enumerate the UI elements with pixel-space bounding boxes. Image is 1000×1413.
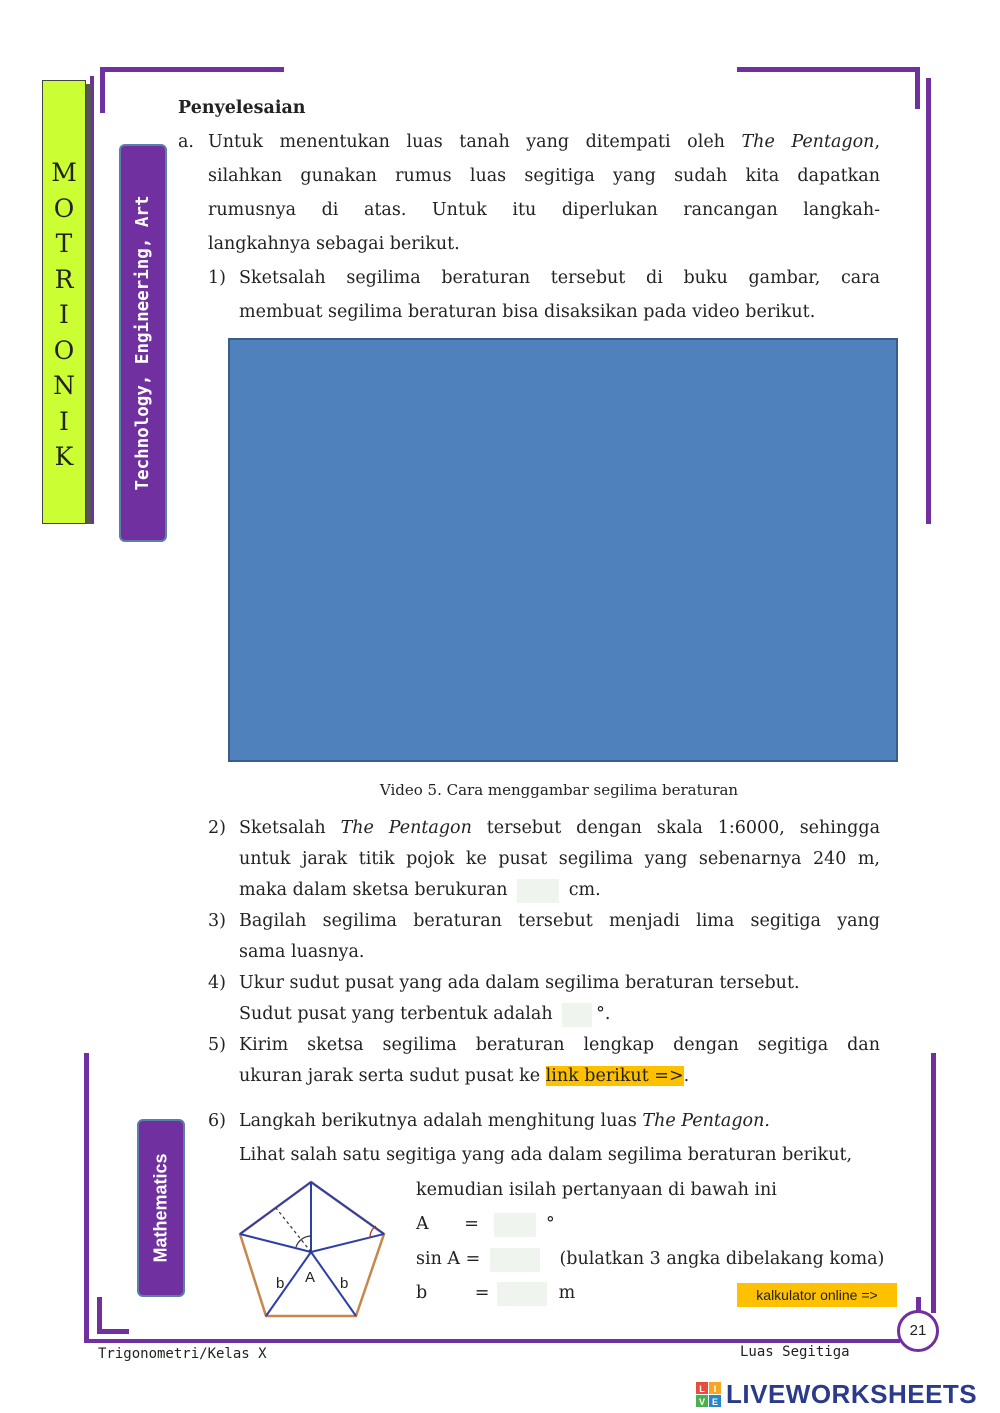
- motrionik-letter: K: [54, 442, 74, 471]
- motrionik-letter: O: [53, 335, 75, 365]
- footer-right: Luas Segitiga: [740, 1344, 850, 1360]
- row-sin-note: (bulatkan 3 angka dibelakang koma): [559, 1249, 885, 1269]
- calculator-button[interactable]: kalkulator online =>: [737, 1283, 897, 1307]
- step4-line2-post: °.: [596, 1004, 611, 1024]
- frame-right-vertical-bottom: [931, 1053, 936, 1313]
- tab-technology-label: Technology, Engineering, Art: [133, 195, 153, 491]
- diagram-label-a: A: [305, 1269, 316, 1286]
- frame-top-right-horizontal: [737, 67, 920, 72]
- diagram-label-b-left: b: [276, 1275, 285, 1292]
- step1-line2: membuat segilima beraturan bisa disaksikan pada video berikut.: [239, 302, 816, 322]
- radius-line: [240, 1234, 311, 1252]
- step5-line2-pre: ukuran jarak serta sudut pusat ke: [239, 1066, 546, 1086]
- pentagon-italic: The Pentagon: [741, 132, 875, 152]
- answer-row-sin: [416, 1242, 884, 1276]
- footer-left: Trigonometri/Kelas X: [98, 1346, 267, 1362]
- frame-left-vertical-bottom: [84, 1053, 89, 1343]
- step4-line1: Ukur sudut pusat yang ada dalam segilima beraturan tersebut.: [239, 973, 800, 993]
- diagram-label-b-right: b: [340, 1275, 349, 1292]
- motrionik-letters: [42, 155, 86, 475]
- liveworksheets-wordmark: LIVEWORKSHEETS: [726, 1379, 978, 1409]
- frame-bottom-left-horizontal-long: [84, 1339, 900, 1343]
- edge-line: [240, 1182, 311, 1234]
- angle-a-input[interactable]: [494, 1213, 536, 1237]
- step4-line2: [239, 999, 611, 1030]
- side-b-input[interactable]: [497, 1282, 547, 1306]
- item-a-line1-pre: Untuk menentukan luas tanah yang ditempati oleh: [208, 132, 742, 152]
- row-a-unit: °: [546, 1214, 555, 1234]
- step2-line2: untuk jarak titik pojok ke pusat segilima yang sebenarnya 240 m,: [239, 849, 880, 869]
- step4-number: 4): [208, 973, 226, 993]
- frame-bottom-left-horizontal: [97, 1329, 129, 1334]
- step2-line3-pre: maka dalam sketsa berukuran: [239, 880, 508, 900]
- item-a-label: a.: [178, 132, 194, 152]
- badge-letter: I: [713, 1384, 717, 1394]
- tab-mathematics: [137, 1119, 185, 1297]
- liveworksheets-badge-icon: [696, 1382, 722, 1408]
- step6-line3: kemudian isilah pertanyaan di bawah ini: [416, 1180, 777, 1200]
- step5-line1: Kirim sketsa segilima beraturan lengkap dengan segitiga dan: [239, 1035, 880, 1055]
- motrionik-letter: T: [55, 229, 73, 258]
- frame-top-right-vertical-short: [915, 67, 920, 109]
- sin-a-input[interactable]: [490, 1248, 540, 1272]
- pentagon-italic: The Pentagon.: [642, 1111, 770, 1131]
- video-player[interactable]: [228, 338, 898, 762]
- row-b-unit: m: [558, 1283, 576, 1303]
- frame-right-vertical-top: [926, 78, 931, 524]
- motrionik-sidebar-shadow: [86, 84, 91, 524]
- liveworksheets-logo[interactable]: [696, 1378, 996, 1410]
- radius-line: [311, 1234, 384, 1252]
- row-a-eq: =: [464, 1214, 479, 1234]
- sketch-size-input[interactable]: [517, 879, 559, 903]
- frame-left-vertical-top: [100, 67, 105, 113]
- edge-line: [311, 1182, 384, 1234]
- item-a-line1: [208, 125, 880, 159]
- section-heading: Penyelesaian: [178, 98, 306, 118]
- tab-mathematics-label: Mathematics: [150, 1153, 171, 1263]
- motrionik-letter: O: [53, 193, 75, 223]
- step6-line1-pre: Langkah berikutnya adalah menghitung luas: [239, 1111, 643, 1131]
- step6-line1: [239, 1104, 770, 1138]
- step4-line2-pre: Sudut pusat yang terbentuk adalah: [239, 1004, 553, 1024]
- item-a-line3: rumusnya di atas. Untuk itu diperlukan rancangan langkah-: [208, 200, 880, 220]
- motrionik-letter: M: [51, 158, 77, 187]
- step5-line2-post: .: [683, 1066, 690, 1086]
- step3-number: 3): [208, 911, 226, 931]
- step2-line1-post: tersebut dengan skala 1:6000, sehingga: [471, 818, 881, 838]
- step2-line3-post: cm.: [568, 880, 601, 900]
- answer-row-b: [416, 1276, 575, 1310]
- badge-letter: E: [711, 1397, 719, 1407]
- motrionik-letter: R: [54, 264, 74, 294]
- motrionik-letter: N: [53, 371, 75, 400]
- step2-line1-pre: Sketsalah: [239, 818, 341, 838]
- radius-line: [311, 1252, 356, 1316]
- item-a-line1-post: ,: [874, 132, 881, 152]
- pentagon-diagram: [236, 1176, 392, 1324]
- frame-top-left-horizontal: [100, 67, 284, 72]
- step2-line1: [239, 813, 880, 844]
- motrionik-letter: I: [59, 406, 69, 436]
- step3-line1: Bagilah segilima beraturan tersebut menjadi lima segitiga yang: [239, 911, 880, 931]
- badge-letter: L: [699, 1384, 705, 1394]
- row-b-label: b: [416, 1283, 428, 1303]
- submit-link[interactable]: link berikut =>: [545, 1066, 684, 1086]
- answer-row-a: [416, 1207, 555, 1241]
- row-sin-label: sin A =: [416, 1249, 481, 1269]
- pentagon-italic: The Pentagon: [340, 818, 472, 838]
- step2-line3: [239, 875, 601, 906]
- motrionik-letter: I: [59, 300, 69, 329]
- step2-number: 2): [208, 818, 226, 838]
- step6-line2: Lihat salah satu segitiga yang ada dalam segilima beraturan berikut,: [239, 1145, 853, 1165]
- angle-arc: [296, 1236, 311, 1247]
- page-number: 21: [897, 1310, 939, 1352]
- item-a-line2: silahkan gunakan rumus luas segitiga yang sudah kita dapatkan: [208, 166, 880, 186]
- step1-number: 1): [208, 268, 226, 288]
- tab-technology-engineering-art: [119, 144, 167, 542]
- step3-line2: sama luasnya.: [239, 942, 365, 962]
- step5-number: 5): [208, 1035, 226, 1055]
- step6-number: 6): [208, 1111, 226, 1131]
- row-a-label: A: [416, 1214, 429, 1234]
- step5-line2: [239, 1061, 689, 1092]
- video-caption: Video 5. Cara menggambar segilima beraturan: [379, 781, 739, 799]
- badge-letter: V: [698, 1397, 706, 1407]
- item-a-line4: langkahnya sebagai berikut.: [208, 234, 460, 254]
- step1-line1: Sketsalah segilima beraturan tersebut di buku gambar, cara: [239, 268, 880, 288]
- central-angle-input[interactable]: [562, 1003, 592, 1027]
- row-b-eq: =: [474, 1283, 490, 1303]
